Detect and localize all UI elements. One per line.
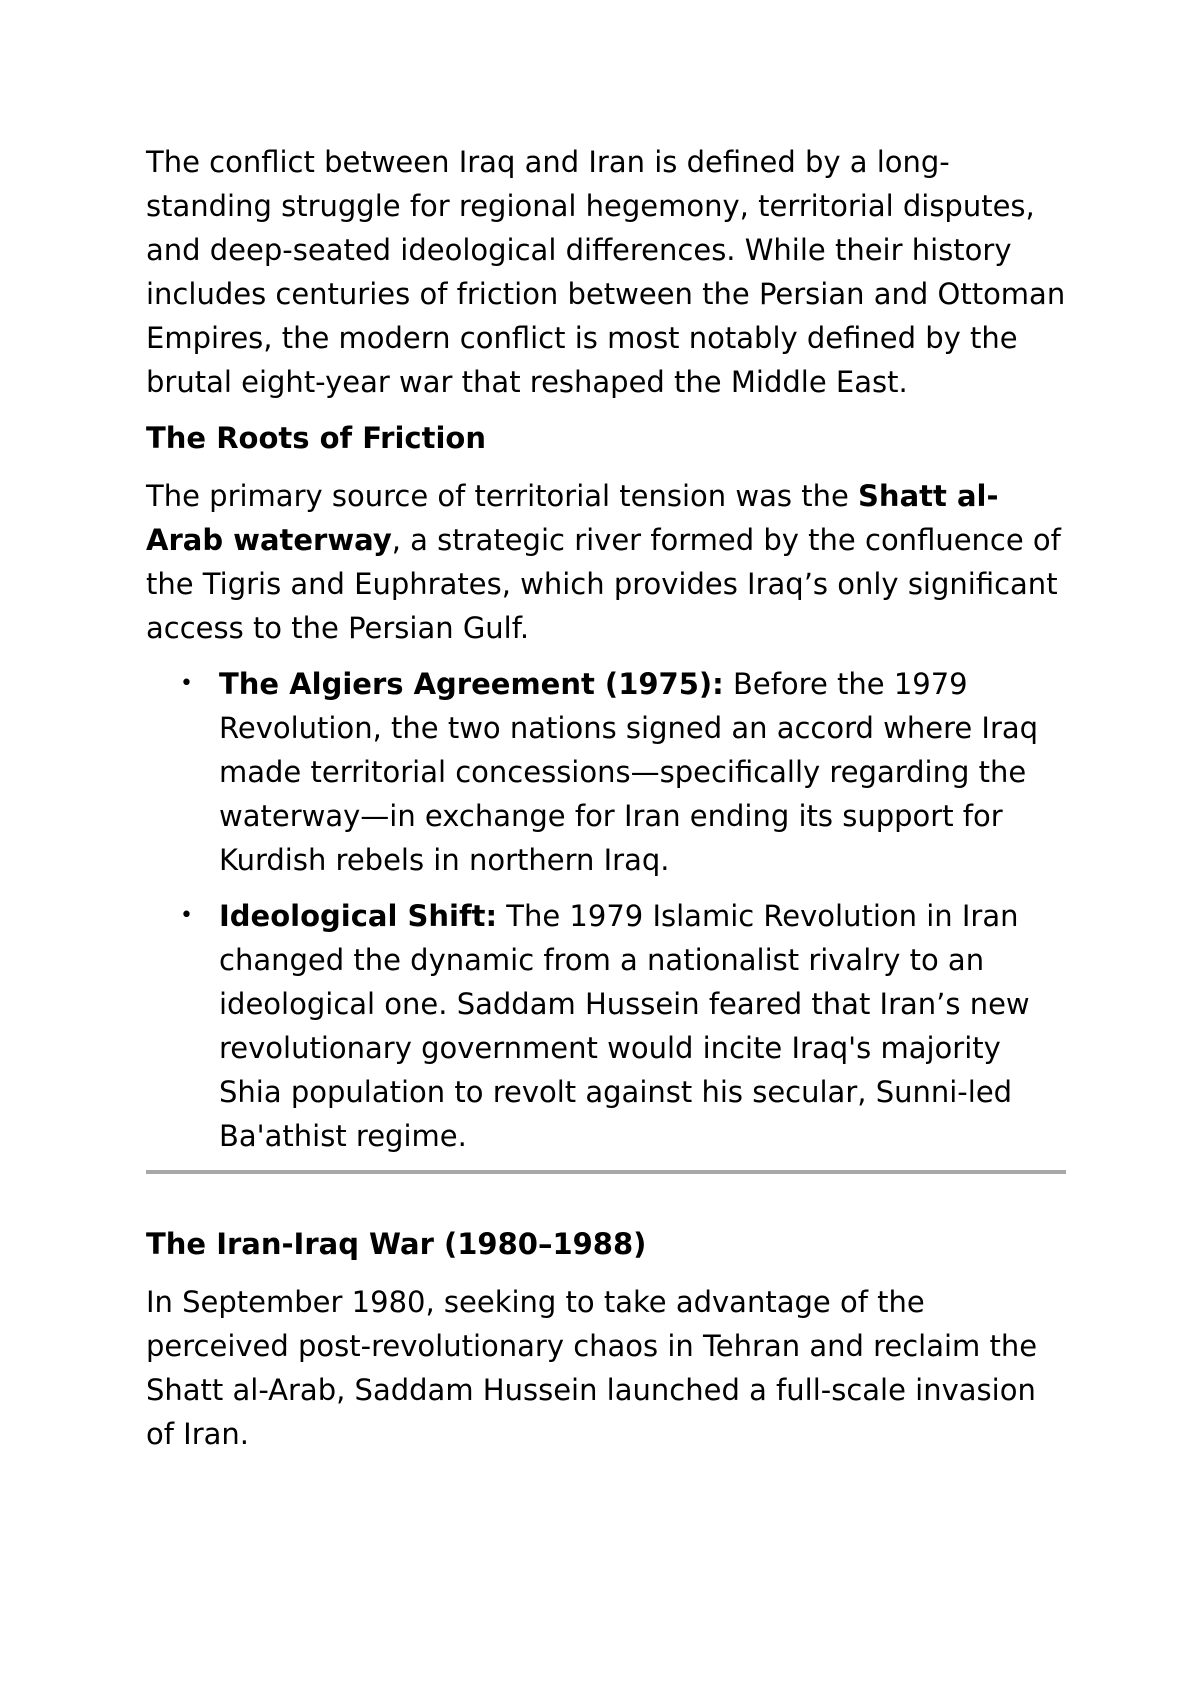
roots-text-before: The primary source of territorial tension was the	[146, 479, 859, 513]
roots-text-bold: Shatt al-Arab waterway	[146, 479, 999, 557]
list-item-text: Before the 1979 Revolution, the two nations signed an accord where Iraq made territorial concessions—specifically regarding the waterway—in exchange for Iran ending its support for Kurdish rebels in northern Iraq.	[219, 667, 1039, 877]
section-heading-war: The Iran-Iraq War (1980–1988)	[146, 1227, 647, 1261]
document-body	[146, 140, 1066, 1468]
horizontal-divider	[146, 1170, 1066, 1174]
roots-text-after: , a strategic river formed by the confluence of the Tigris and Euphrates, which provides Iraq’s only significant access to the Persian Gulf.	[146, 523, 1061, 645]
section-heading-roots: The Roots of Friction	[146, 421, 486, 455]
list-item	[146, 662, 1066, 882]
list-item-label: Ideological Shift:	[219, 899, 498, 933]
list-item-text: The 1979 Islamic Revolution in Iran changed the dynamic from a nationalist rivalry to an ideological one. Saddam Hussein feared that Iran’s new revolutionary government would incite Iraq's majority Shia population to revolt against his secular, Sunni-led Ba'athist regime.	[219, 899, 1030, 1153]
intro-paragraph: The conflict between Iraq and Iran is defined by a long-standing struggle for regional hegemony, territorial disputes, and deep-seated ideological differences. While their history includes centuries of friction between the Persian and Ottoman Empires, the modern conflict is most notably defined by the brutal eight-year war that reshaped the Middle East.	[146, 145, 1066, 399]
list-item-label: The Algiers Agreement (1975):	[219, 667, 724, 701]
roots-bullet-list	[146, 662, 1066, 1158]
bullet-icon: •	[180, 671, 193, 696]
bullet-icon: •	[180, 903, 193, 928]
roots-paragraph	[146, 474, 1066, 650]
list-item	[146, 894, 1066, 1158]
war-paragraph: In September 1980, seeking to take advantage of the perceived post-revolutionary chaos in Tehran and reclaim the Shatt al-Arab, Saddam Hussein launched a full-scale invasion of Iran.	[146, 1285, 1038, 1451]
